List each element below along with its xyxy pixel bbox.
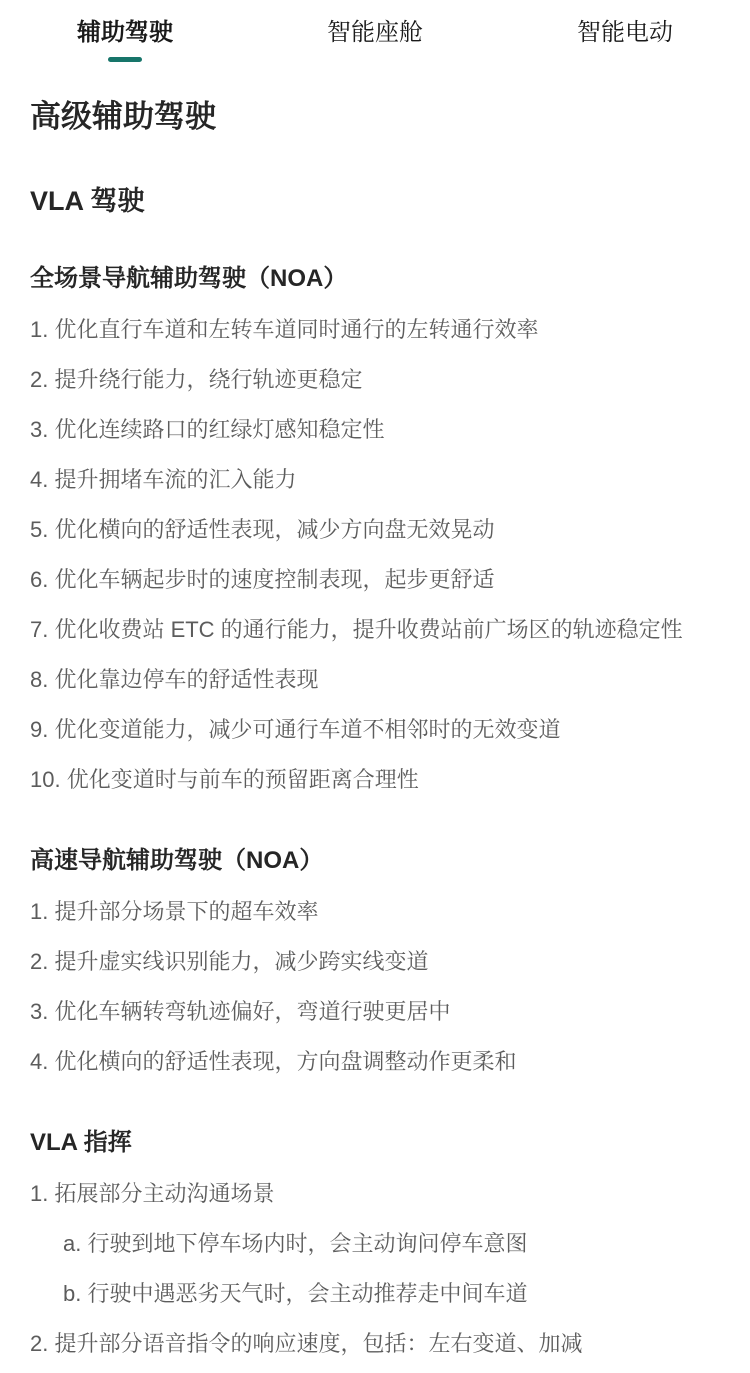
tab-label: 智能座舱 [327, 19, 423, 46]
page-title: 高级辅助驾驶 [30, 99, 216, 134]
list-sub-item: a. 行驶到地下停车场内时，会主动询问停车意图 [63, 1230, 528, 1256]
list-item: 6. 优化车辆起步时的速度控制表现，起步更舒适 [30, 566, 495, 592]
tab-bar [0, 0, 750, 62]
list-item: 10. 优化变道时与前车的预留距离合理性 [30, 766, 419, 792]
tab-smart-cockpit[interactable] [250, 18, 500, 62]
list-item: 7. 优化收费站 ETC 的通行能力，提升收费站前广场区的轨迹稳定性 [30, 616, 683, 642]
tab-smart-electric[interactable] [500, 18, 750, 62]
vla-command-list [30, 1174, 720, 1364]
group-heading-highway-noa: 高速导航辅助驾驶（NOA） [30, 846, 324, 874]
list-item: 9. 优化变道能力，减少可通行车道不相邻时的无效变道 [30, 716, 561, 742]
list-item: 8. 优化靠边停车的舒适性表现 [30, 666, 319, 692]
list-sub-item: b. 行驶中遇恶劣天气时，会主动推荐走中间车道 [63, 1280, 528, 1306]
list-item: 5. 优化横向的舒适性表现，减少方向盘无效晃动 [30, 516, 495, 542]
group-heading-vla-command: VLA 指挥 [30, 1128, 132, 1156]
tab-underline-placeholder [608, 57, 642, 62]
tab-assisted-driving[interactable] [0, 18, 250, 62]
city-noa-list [30, 310, 720, 800]
list-item: 4. 优化横向的舒适性表现，方向盘调整动作更柔和 [30, 1048, 517, 1074]
list-item: 4. 提升拥堵车流的汇入能力 [30, 466, 297, 492]
release-notes-content [0, 98, 750, 1364]
list-item: 2. 提升绕行能力，绕行轨迹更稳定 [30, 366, 363, 392]
list-item: 2. 提升虚实线识别能力，减少跨实线变道 [30, 948, 429, 974]
list-item: 1. 提升部分场景下的超车效率 [30, 898, 319, 924]
tab-label: 辅助驾驶 [77, 19, 173, 46]
list-item: 2. 提升部分语音指令的响应速度，包括：左右变道、加减 [30, 1330, 583, 1356]
section-title-vla-driving: VLA 驾驶 [30, 186, 145, 217]
list-item: 1. 优化直行车道和左转车道同时通行的左转通行效率 [30, 316, 539, 342]
list-item: 3. 优化连续路口的红绿灯感知稳定性 [30, 416, 385, 442]
active-tab-underline [108, 57, 142, 62]
tab-label: 智能电动 [577, 19, 673, 46]
highway-noa-list [30, 892, 720, 1082]
list-item: 1. 拓展部分主动沟通场景 [30, 1180, 275, 1206]
list-item: 3. 优化车辆转弯轨迹偏好，弯道行驶更居中 [30, 998, 451, 1024]
tab-underline-placeholder [358, 57, 392, 62]
group-heading-city-noa: 全场景导航辅助驾驶（NOA） [30, 264, 348, 292]
